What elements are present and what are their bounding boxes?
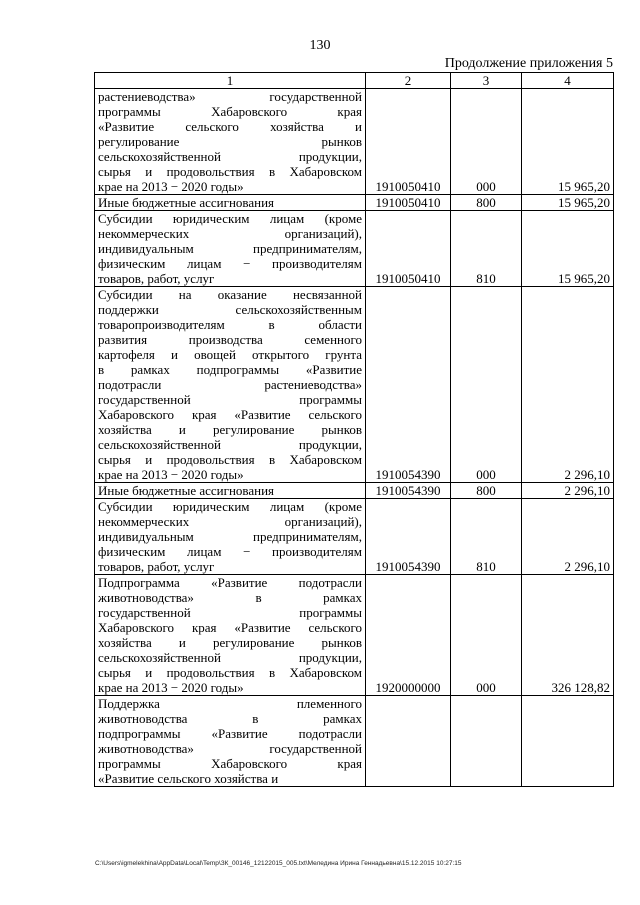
row-description (95, 195, 366, 211)
description-line: сельскохозяйственной продукции, (98, 437, 362, 452)
description-line: животноводства в рамках (98, 711, 362, 726)
row-description (95, 287, 366, 483)
row-code: 1910050410 (366, 195, 451, 211)
row-sum: 2 296,10 (522, 499, 614, 575)
row-subcode: 800 (451, 483, 522, 499)
row-subcode: 810 (451, 211, 522, 287)
row-subcode (451, 696, 522, 787)
description-line: Субсидии на оказание несвязанной (98, 287, 362, 302)
description-line: программы Хабаровского края (98, 756, 362, 771)
description-line: Иные бюджетные ассигнования (98, 195, 275, 210)
table-row (95, 499, 614, 575)
description-line: некоммерческих организаций), (98, 226, 362, 241)
row-sum: 2 296,10 (522, 483, 614, 499)
description-line: регулирование рынков (98, 134, 362, 149)
description-line: подотрасли растениеводства» (98, 377, 362, 392)
header-col-3: 3 (451, 73, 522, 89)
row-code: 1910054390 (366, 483, 451, 499)
row-description (95, 483, 366, 499)
row-code: 1910050410 (366, 211, 451, 287)
description-line: в рамках подпрограммы «Развитие (98, 362, 362, 377)
description-line: индивидуальным предпринимателям, (98, 241, 362, 256)
description-line: крае на 2013 − 2020 годы» (98, 680, 244, 695)
row-sum: 15 965,20 (522, 89, 614, 195)
row-subcode: 800 (451, 195, 522, 211)
row-sum (522, 696, 614, 787)
description-line: хозяйства и регулирование рынков (98, 422, 362, 437)
description-line: Подпрограмма «Развитие подотрасли (98, 575, 362, 590)
row-sum: 2 296,10 (522, 287, 614, 483)
description-line: некоммерческих организаций), (98, 514, 362, 529)
description-line: Хабаровского края «Развитие сельского (98, 407, 362, 422)
budget-table (94, 72, 614, 787)
description-line: животноводства» государственной (98, 741, 362, 756)
row-description (95, 575, 366, 696)
description-line: физическим лицам − производителям (98, 256, 362, 271)
description-line: товаров, работ, услуг (98, 271, 215, 286)
description-line: «Развитие сельского хозяйства и (98, 119, 362, 134)
description-line: Субсидии юридическим лицам (кроме (98, 211, 362, 226)
description-line: крае на 2013 − 2020 годы» (98, 179, 244, 194)
header-col-2: 2 (366, 73, 451, 89)
description-line: хозяйства и регулирование рынков (98, 635, 362, 650)
table-row (95, 483, 614, 499)
description-line: сырья и продовольствия в Хабаровском (98, 164, 362, 179)
description-line: поддержки сельскохозяйственным (98, 302, 362, 317)
header-col-1: 1 (95, 73, 366, 89)
description-line: «Развитие сельского хозяйства и (98, 771, 279, 786)
row-subcode: 810 (451, 499, 522, 575)
description-line: сырья и продовольствия в Хабаровском (98, 665, 362, 680)
table-row (95, 287, 614, 483)
row-sum: 15 965,20 (522, 195, 614, 211)
appendix-caption: Продолжение приложения 5 (444, 56, 613, 71)
description-line: государственной программы (98, 392, 362, 407)
description-line: развития производства семенного (98, 332, 362, 347)
description-line: сельскохозяйственной продукции, (98, 149, 362, 164)
description-line: сырья и продовольствия в Хабаровском (98, 452, 362, 467)
table-row (95, 696, 614, 787)
row-code: 1910054390 (366, 287, 451, 483)
description-line: товаров, работ, услуг (98, 559, 215, 574)
description-line: физическим лицам − производителям (98, 544, 362, 559)
row-description (95, 211, 366, 287)
row-code: 1910054390 (366, 499, 451, 575)
header-col-4: 4 (522, 73, 614, 89)
description-line: крае на 2013 − 2020 годы» (98, 467, 244, 482)
description-line: Субсидии юридическим лицам (кроме (98, 499, 362, 514)
description-line: растениеводства» государственной (98, 89, 362, 104)
row-description (95, 696, 366, 787)
table-row (95, 89, 614, 195)
description-line: программы Хабаровского края (98, 104, 362, 119)
table-header-row (95, 73, 614, 89)
row-description (95, 499, 366, 575)
row-code: 1920000000 (366, 575, 451, 696)
page-number: 130 (309, 38, 331, 53)
row-subcode: 000 (451, 575, 522, 696)
row-description (95, 89, 366, 195)
row-code (366, 696, 451, 787)
row-sum: 15 965,20 (522, 211, 614, 287)
description-line: Поддержка племенного (98, 696, 362, 711)
row-subcode: 000 (451, 89, 522, 195)
description-line: Иные бюджетные ассигнования (98, 483, 275, 498)
description-line: индивидуальным предпринимателям, (98, 529, 362, 544)
table-row (95, 195, 614, 211)
description-line: товаропроизводителям в области (98, 317, 362, 332)
file-path-footer: C:\Users\igmelekhina\AppData\Local\Temp\ЗК_00146_12122015_005.txt\Меледина Ирина Геннадьевна\15.12.2015 10:27:15 (95, 860, 462, 867)
table-row (95, 575, 614, 696)
description-line: животноводства» в рамках (98, 590, 362, 605)
row-sum: 326 128,82 (522, 575, 614, 696)
description-line: государственной программы (98, 605, 362, 620)
description-line: подпрограммы «Развитие подотрасли (98, 726, 362, 741)
row-code: 1910050410 (366, 89, 451, 195)
description-line: Хабаровского края «Развитие сельского (98, 620, 362, 635)
table-row (95, 211, 614, 287)
row-subcode: 000 (451, 287, 522, 483)
description-line: сельскохозяйственной продукции, (98, 650, 362, 665)
description-line: картофеля и овощей открытого грунта (98, 347, 362, 362)
